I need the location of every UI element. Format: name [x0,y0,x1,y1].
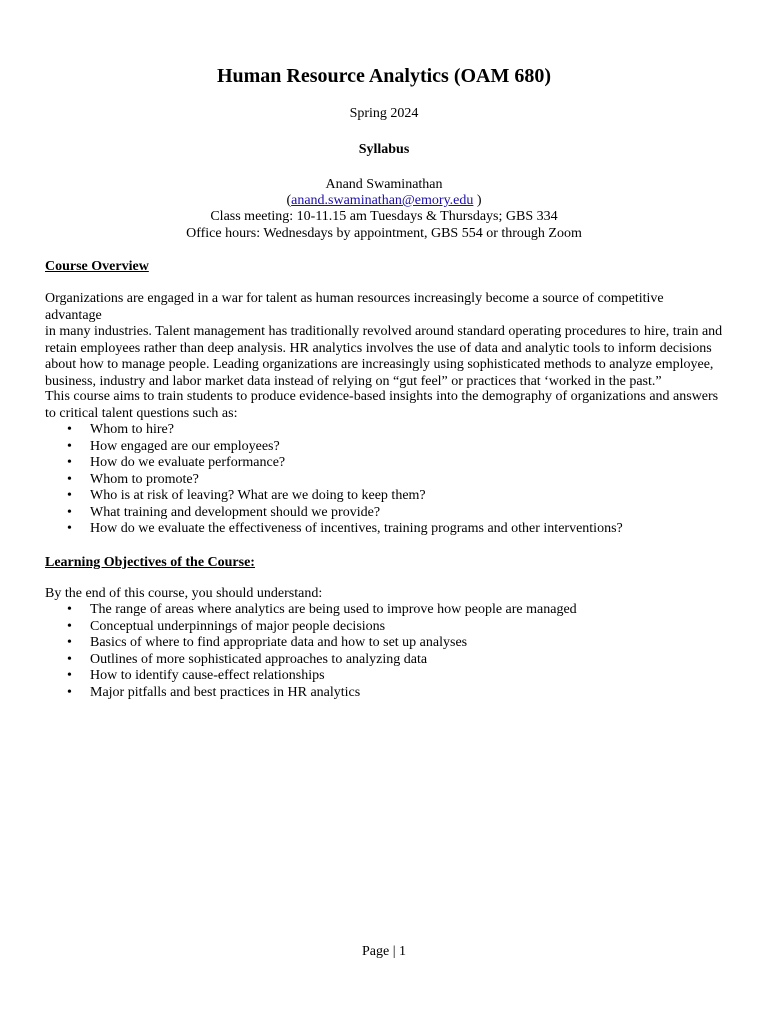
list-item-text: Who is at risk of leaving? What are we doing to keep them? [90,488,426,503]
list-item [45,619,723,636]
bullet-icon: • [67,618,72,634]
bullet-icon: • [67,438,72,454]
course-title: Human Resource Analytics (OAM 680) [216,65,552,87]
learning-objectives-heading: Learning Objectives of the Course: [45,555,255,570]
list-item-text: How engaged are our employees? [90,438,280,454]
bullet-icon: • [67,651,72,667]
list-item-text: How to identify cause-effect relationships [90,668,325,683]
overview-line: in many industries. Talent management has traditionally revolved around standard operating procedures to hire, train and [45,324,723,339]
list-item-text: The range of areas where analytics are being used to improve how people are managed [90,602,577,617]
list-item [45,439,723,456]
list-item-text: Outlines of more sophisticated approaches to analyzing data [90,651,428,667]
list-item-text: How do we evaluate the effectiveness of incentives, training programs and other interventions? [90,521,623,536]
office-hours: Office hours: Wednesdays by appointment, GBS 554 or through Zoom [186,226,582,241]
list-item-text: Basics of where to find appropriate data and how to set up analyses [90,635,468,650]
bullet-icon: • [67,488,72,503]
bullet-icon: • [67,504,72,520]
bullet-icon: • [67,668,72,683]
list-item-text: What training and development should we provide? [90,504,381,520]
list-item-text: How do we evaluate performance? [90,455,286,470]
list-item [45,668,723,685]
list-item-text: Major pitfalls and best practices in HR analytics [90,684,361,700]
email-close-paren: ) [473,193,482,208]
aims-line: to critical talent questions such as: [45,405,238,421]
bullet-icon: • [67,635,72,650]
instructor-email-line [45,193,723,210]
page-number-footer: Page | 1 [361,944,407,959]
bullet-icon: • [67,602,72,617]
list-item [45,652,723,669]
bullet-icon: • [67,521,72,536]
list-item [45,422,723,439]
bullet-icon: • [67,422,72,437]
bullet-icon: • [67,684,72,700]
course-overview-heading: Course Overview [45,259,149,274]
aims-paragraph [45,389,723,422]
instructor-name: Anand Swaminathan [325,177,443,192]
bullet-icon: • [67,455,72,470]
instructor-email-link[interactable]: anand.swaminathan@emory.edu [291,193,474,208]
document-page [45,0,725,1024]
list-item-text: Whom to hire? [90,422,174,437]
term: Spring 2024 [349,106,419,121]
overview-line: about how to manage people. Leading organizations are increasingly using sophisticated methods to analyze employee, [45,357,714,372]
list-item [45,455,723,472]
list-item [45,521,723,538]
overview-line: Organizations are engaged in a war for talent as human resources increasingly become a source of competitive advantage [45,291,664,323]
talent-questions-list [45,422,723,538]
list-item [45,472,723,489]
list-item [45,505,723,522]
list-item [45,685,723,702]
document-type: Syllabus [358,142,410,157]
overview-line: retain employees rather than deep analysis. HR analytics involves the use of data and analytic tools to inform decisions [45,340,712,356]
aims-line: This course aims to train students to produce evidence-based insights into the demography of organizations and answers [45,389,719,404]
list-item [45,602,723,619]
objectives-intro: By the end of this course, you should understand: [45,586,323,601]
list-item-text: Conceptual underpinnings of major people decisions [90,618,386,634]
overview-paragraph [45,291,723,390]
bullet-icon: • [67,471,72,487]
email-open-paren: ( [286,193,292,208]
learning-objectives-list [45,602,723,701]
class-meeting: Class meeting: 10-11.15 am Tuesdays & Thursdays; GBS 334 [210,209,558,224]
overview-line: business, industry and labor market data instead of relying on “gut feel” or practices that ‘worked in the past.” [45,373,662,389]
list-item-text: Whom to promote? [90,471,199,487]
list-item [45,635,723,652]
list-item [45,488,723,505]
